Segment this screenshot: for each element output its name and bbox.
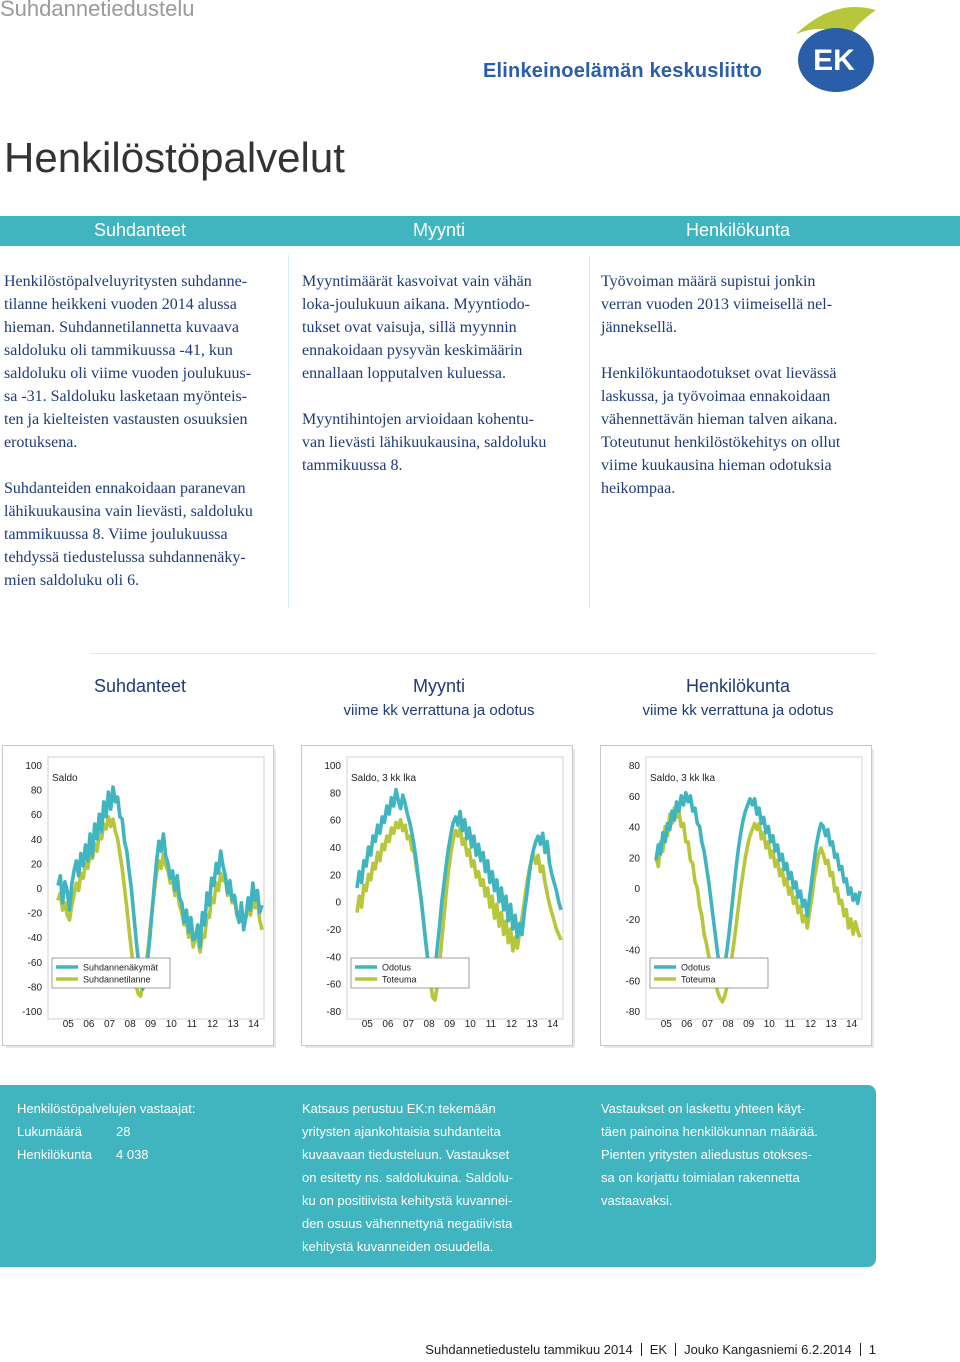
methodology-info-box: [0, 1085, 876, 1267]
x-tick-label: 07: [402, 1019, 415, 1030]
footer-author-date: Jouko Kangasniemi 6.2.2014: [684, 1342, 852, 1357]
x-tick-label: 07: [701, 1019, 714, 1030]
info-line: täen painoina henkilökunnan määrää.: [601, 1124, 818, 1139]
x-tick-label: 12: [505, 1019, 518, 1030]
info-line: yritysten ajankohtaisia suhdanteita: [302, 1124, 501, 1139]
paragraph-line: Työvoiman määrä supistui jonkin: [601, 273, 816, 290]
chart-suhdanteet: [2, 745, 278, 1050]
chart-title-suhdanteet: Suhdanteet: [93, 676, 187, 696]
y-tick-label: 60: [30, 810, 42, 822]
x-tick-label: 11: [186, 1019, 198, 1030]
paragraph-line: tilanne heikkeni vuoden 2014 alussa: [4, 296, 237, 313]
info-line: sa on korjattu toimialan rakennetta: [601, 1170, 800, 1185]
x-tick-label: 10: [464, 1019, 476, 1030]
text-column-suhdanteet: [4, 270, 286, 615]
body-paragraph: [601, 362, 883, 500]
paragraph-line: Henkilöstöpalveluyritysten suhdanne-: [4, 273, 248, 290]
x-tick-label: 13: [526, 1019, 538, 1030]
x-tick-label: 08: [124, 1019, 136, 1030]
y-tick-label: -40: [27, 933, 42, 945]
footer-report-name: Suhdannetiedustelu tammikuu 2014: [425, 1342, 633, 1357]
section-header-henkilokunta: Henkilökunta: [685, 220, 791, 240]
y-tick-label: -20: [625, 914, 640, 926]
paragraph-line: loka-joulukuun aikana. Myyntiodo-: [302, 296, 530, 313]
paragraph-line: lähikuukausina vain lievästi, saldoluku: [4, 503, 253, 520]
x-tick-label: 07: [103, 1019, 116, 1030]
info-line: kehitystä kuvanneiden osuudella.: [302, 1239, 494, 1254]
chart-subtitle-myynti: viime kk verrattuna ja odotus: [343, 702, 535, 719]
chart-title-henkilokunta: Henkilökunta: [685, 676, 791, 696]
y-tick-label: -20: [326, 925, 341, 936]
chart-svg-myynti: [301, 745, 577, 1050]
paragraph-line: ten ja kielteisten vastausten osuuksien: [4, 411, 248, 428]
chart-henkilokunta: [600, 745, 876, 1050]
y-tick-label: -40: [326, 952, 341, 964]
paragraph-line: tammikuussa 8.: [302, 457, 403, 474]
paragraph-line: Toteutunut henkilöstökehitys on ollut: [601, 434, 841, 451]
y-tick-label: 0: [634, 884, 640, 895]
x-tick-label: 06: [681, 1019, 693, 1030]
info-line: den osuus vähennettynä negatiivista: [302, 1216, 513, 1231]
x-tick-label: 06: [83, 1019, 95, 1030]
body-paragraph: [4, 477, 286, 592]
staff-count-value: 4 038: [116, 1147, 149, 1162]
body-paragraph: [302, 408, 584, 477]
y-tick-label: 40: [30, 834, 42, 846]
legend-label: Odotus: [382, 962, 412, 973]
paragraph-line: tukset ovat vaisuja, sillä myynnin: [302, 319, 517, 336]
method-description: [302, 1097, 513, 1258]
chart-frame: [601, 746, 872, 1046]
y-tick-label: -40: [625, 945, 640, 957]
y-tick-label: -80: [625, 1007, 640, 1018]
respondents-count-label: Lukumäärä: [17, 1124, 83, 1139]
y-tick-label: -60: [326, 979, 341, 991]
body-paragraph: [601, 270, 883, 339]
x-tick-label: 14: [547, 1019, 559, 1030]
y-tick-label: 40: [329, 843, 341, 854]
x-tick-label: 13: [227, 1019, 239, 1030]
section-separator: [90, 653, 876, 654]
info-line: on esitetty ns. saldolukuina. Saldolu-: [302, 1170, 514, 1185]
y-tick-label: 80: [30, 785, 42, 797]
y-axis-label: Saldo: [52, 773, 78, 784]
x-tick-label: 09: [145, 1019, 157, 1030]
chart-svg-henkilokunta: [600, 745, 876, 1050]
info-line: Vastaukset on laskettu yhteen käyt-: [601, 1101, 806, 1116]
y-tick-label: 0: [36, 884, 42, 895]
weighting-description: [601, 1097, 818, 1212]
paragraph-line: tehdyssä tiedustelussa suhdannenäky-: [4, 549, 246, 566]
y-tick-label: -80: [326, 1007, 341, 1018]
chart-svg-suhdanteet: [2, 745, 278, 1050]
paragraph-line: Henkilökuntaodotukset ovat lievässä: [601, 365, 837, 382]
legend-label: Toteuma: [382, 974, 417, 985]
y-tick-label: 80: [329, 788, 341, 800]
y-tick-label: -20: [27, 908, 42, 920]
x-tick-label: 10: [763, 1019, 775, 1030]
y-tick-label: -60: [625, 976, 640, 988]
section-header-suhdanteet: Suhdanteet: [93, 220, 187, 240]
footer-page-number: 1: [868, 1342, 876, 1357]
respondents-row: [17, 1120, 196, 1143]
paragraph-line: saldoluku oli tammikuussa -41, kun: [4, 342, 233, 359]
y-tick-label: -80: [27, 982, 42, 994]
paragraph-line: sa -31. Saldoluku lasketaan myönteis-: [4, 388, 248, 405]
info-line: vastaavaksi.: [601, 1193, 673, 1208]
chart-myynti: [301, 745, 577, 1050]
legend-label: Odotus: [681, 962, 711, 973]
svg-text:EK: EK: [813, 44, 855, 77]
ek-logo: [786, 4, 882, 100]
paragraph-line: saldoluku oli viime vuoden joulukuus-: [4, 365, 252, 382]
y-tick-label: -100: [21, 1007, 42, 1018]
info-line: ku on positiivista kehitystä kuvannei-: [302, 1193, 513, 1208]
info-line: Pienten yritysten aliedustus otokses-: [601, 1147, 812, 1162]
chart-frame: [302, 746, 573, 1046]
x-tick-label: 05: [62, 1019, 74, 1030]
legend-label: Suhdannetilanne: [83, 974, 151, 985]
paragraph-line: heikompaa.: [601, 480, 676, 497]
x-tick-label: 12: [206, 1019, 219, 1030]
paragraph-line: vähennettävän hieman talven aikana.: [601, 411, 838, 428]
column-divider: [288, 255, 289, 608]
paragraph-line: verran vuoden 2013 viimeisellä nel-: [601, 296, 833, 313]
x-tick-label: 08: [722, 1019, 734, 1030]
paragraph-line: tammikuussa 8. Viime joulukuussa: [4, 526, 228, 543]
paragraph-line: mien saldoluku oli 6.: [4, 572, 140, 589]
y-tick-label: 60: [628, 791, 640, 803]
text-column-henkilokunta: [601, 270, 883, 523]
paragraph-line: laskussa, ja työvoimaa ennakoidaan: [601, 388, 831, 405]
x-tick-label: 12: [804, 1019, 817, 1030]
x-tick-label: 11: [485, 1019, 497, 1030]
chart-subtitle-henkilokunta: viime kk verrattuna ja odotus: [642, 702, 834, 719]
respondents-count-value: 28: [116, 1124, 131, 1139]
x-tick-label: 14: [846, 1019, 858, 1030]
y-tick-label: 20: [30, 859, 42, 871]
paragraph-line: ennallaan lopputalven kuluessa.: [302, 365, 506, 382]
x-tick-label: 05: [660, 1019, 672, 1030]
y-tick-label: 100: [25, 761, 42, 772]
paragraph-line: ennakoidaan pysyvän keskimäärin: [302, 342, 523, 359]
body-paragraph: [4, 270, 286, 454]
section-header-bar: [0, 216, 960, 246]
y-tick-label: -60: [27, 957, 42, 969]
y-tick-label: 20: [329, 870, 341, 882]
info-line: Katsaus perustuu EK:n tekemään: [302, 1101, 496, 1116]
paragraph-line: erotuksena.: [4, 434, 78, 451]
x-tick-label: 11: [784, 1019, 796, 1030]
page-title: Henkilöstöpalvelut: [4, 134, 345, 181]
legend-label: Suhdannenäkymät: [83, 962, 159, 973]
paragraph-line: hieman. Suhdannetilannetta kuvaava: [4, 319, 240, 336]
y-tick-label: 40: [628, 822, 640, 834]
body-paragraph: [302, 270, 584, 385]
organization-name: Elinkeinoelämän keskusliitto: [483, 60, 763, 82]
y-tick-label: 0: [335, 897, 341, 909]
section-header-myynti: Myynti: [412, 220, 465, 240]
respondents-info: [17, 1097, 196, 1166]
info-line: kuvaavaan tiedusteluun. Vastaukset: [302, 1147, 510, 1162]
x-tick-label: 13: [825, 1019, 837, 1030]
footer-organization: EK: [649, 1342, 668, 1357]
x-tick-label: 10: [165, 1019, 177, 1030]
text-column-myynti: [302, 270, 584, 500]
paragraph-line: Myyntihintojen arvioidaan kohentu-: [302, 411, 534, 428]
x-tick-label: 14: [248, 1019, 260, 1030]
legend-label: Toteuma: [681, 974, 716, 985]
x-tick-label: 06: [382, 1019, 394, 1030]
staff-count-label: Henkilökunta: [17, 1147, 93, 1162]
y-tick-label: 80: [628, 761, 640, 772]
y-tick-label: 60: [329, 815, 341, 827]
x-tick-label: 05: [361, 1019, 373, 1030]
paragraph-line: van lievästi lähikuukausina, saldoluku: [302, 434, 547, 451]
y-axis-label: Saldo, 3 kk lka: [351, 773, 417, 784]
report-series-title: Suhdannetiedustelu: [0, 0, 195, 21]
x-tick-label: 08: [423, 1019, 435, 1030]
y-axis-label: Saldo, 3 kk lka: [650, 773, 716, 784]
y-tick-label: 20: [628, 853, 640, 865]
paragraph-line: viime kuukausina hieman odotuksia: [601, 457, 832, 474]
paragraph-line: Myyntimäärät kasvoivat vain vähän: [302, 273, 532, 290]
respondents-row: [17, 1143, 196, 1166]
y-tick-label: 100: [324, 761, 341, 772]
chart-title-myynti: Myynti: [412, 676, 465, 696]
x-tick-label: 09: [743, 1019, 755, 1030]
respondents-heading: Henkilöstöpalvelujen vastaajat:: [17, 1101, 196, 1116]
paragraph-line: Suhdanteiden ennakoidaan paranevan: [4, 480, 246, 497]
paragraph-line: jänneksellä.: [601, 319, 677, 336]
column-divider: [589, 255, 590, 608]
x-tick-label: 09: [444, 1019, 456, 1030]
page-footer: [0, 1342, 876, 1357]
